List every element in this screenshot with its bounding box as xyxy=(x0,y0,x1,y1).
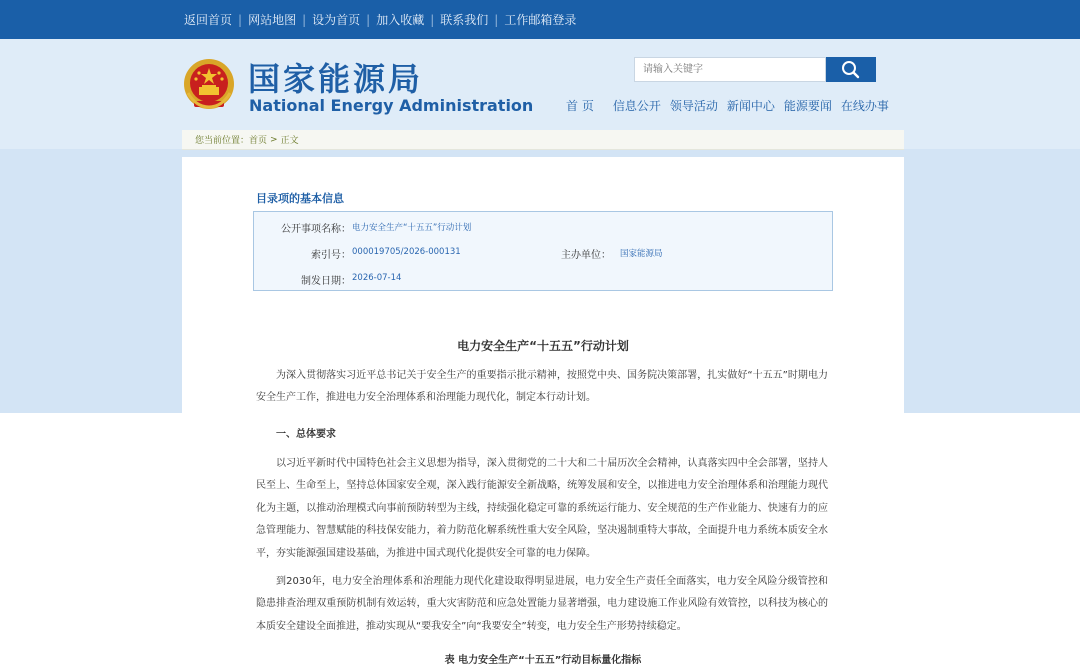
catalog-info-box xyxy=(253,211,833,291)
search-input[interactable] xyxy=(634,57,826,82)
link-contact-us[interactable]: 联系我们 xyxy=(440,13,489,27)
top-utility-bar xyxy=(0,0,1080,39)
article-panel xyxy=(182,157,904,667)
article-paragraph: 到2030年，电力安全治理体系和治理能力现代化建设取得明显进展，电力安全生产责任全面落实，电力安全风险分级管控和隐患排查治理双重预防机制有效运转，重大灾害防范和应急处置能力显著增强，电力建设施工作业风险有效管控，以科技为核心的本质安全建设全面推进，推动实现从“要我安全”向“我要安全”转变，电力安全生产形势持续稳定。 xyxy=(256,576,828,632)
breadcrumb-home[interactable]: 首页 xyxy=(249,136,268,146)
link-set-homepage[interactable]: 设为首页 xyxy=(312,13,361,27)
separator: | xyxy=(494,12,499,27)
separator: | xyxy=(302,12,307,27)
nav-online-services[interactable]: 在线办事 xyxy=(840,99,889,113)
host-org-value: 国家能源局 xyxy=(620,249,663,259)
separator: | xyxy=(430,12,435,27)
issue-date-label: 制发日期： xyxy=(301,276,351,287)
search-icon xyxy=(826,57,876,82)
breadcrumb-separator: > xyxy=(270,134,278,145)
nav-leader-activities[interactable]: 领导活动 xyxy=(669,99,718,113)
nav-news-center[interactable]: 新闻中心 xyxy=(726,99,775,113)
nav-info-disclosure[interactable]: 信息公开 xyxy=(612,99,661,113)
table-caption: 表 电力安全生产“十五五”行动目标量化指标 xyxy=(444,655,642,666)
index-number-value: 000019705/2026-000131 xyxy=(352,247,461,257)
article-intro-paragraph: 为深入贯彻落实习近平总书记关于安全生产的重要指示批示精神，按照党中央、国务院决策部署，扎实做好“十五五”时期电力安全生产工作，推进电力安全治理体系和治理能力现代化，制定本行动计划。 xyxy=(256,370,828,404)
site-logo-english[interactable]: National Energy Administration xyxy=(249,96,534,115)
separator: | xyxy=(238,12,243,27)
breadcrumb xyxy=(182,130,904,150)
link-site-map[interactable]: 网站地图 xyxy=(248,13,297,27)
section-heading: 一、总体要求 xyxy=(276,429,336,440)
main-navigation xyxy=(566,97,898,114)
nav-home[interactable]: 首 页 xyxy=(566,99,594,113)
link-add-favorite[interactable]: 加入收藏 xyxy=(376,13,425,27)
link-work-email-login[interactable]: 工作邮箱登录 xyxy=(504,13,577,27)
article-title: 电力安全生产“十五五”行动计划 xyxy=(457,339,629,353)
article-paragraph: 以习近平新时代中国特色社会主义思想为指导，深入贯彻党的二十大和二十届历次全会精神，认真落实四中全会部署，坚持人民至上、生命至上，坚持总体国家安全观，深入践行能源安全新战略，统筹发展和安全，以推进电力安全治理体系和治理能力现代化为主题，以推动治理模式向事前预防转型为主线，持续强化稳定可靠的系统运行能力、安全规范的生产作业能力、快速有力的应急管理能力、智慧赋能的科技保安能力，着力防范化解系统性重大安全风险，坚决遏制重特大事故，全面提升电力系统本质安全水平，夯实能源强国建设基础，为推进中国式现代化提供安全可靠的电力保障。 xyxy=(256,458,828,559)
item-name-value: 电力安全生产“十五五”行动计划 xyxy=(352,223,472,233)
info-section-title: 目录项的基本信息 xyxy=(256,192,344,205)
site-logo-chinese[interactable]: 国家能源局 xyxy=(248,60,424,98)
national-emblem-icon xyxy=(182,57,236,113)
separator: | xyxy=(366,12,371,27)
index-number-label: 索引号： xyxy=(311,250,351,261)
breadcrumb-prefix: 您当前位置： xyxy=(195,136,250,146)
search-button[interactable] xyxy=(826,57,876,82)
link-back-home[interactable]: 返回首页 xyxy=(184,13,233,27)
breadcrumb-current: 正文 xyxy=(280,136,299,146)
host-org-label: 主办单位： xyxy=(561,250,611,261)
nav-energy-news[interactable]: 能源要闻 xyxy=(783,99,832,113)
issue-date-value: 2026-07-14 xyxy=(352,273,402,283)
item-name-label: 公开事项名称： xyxy=(281,224,351,235)
utility-links xyxy=(184,0,576,39)
